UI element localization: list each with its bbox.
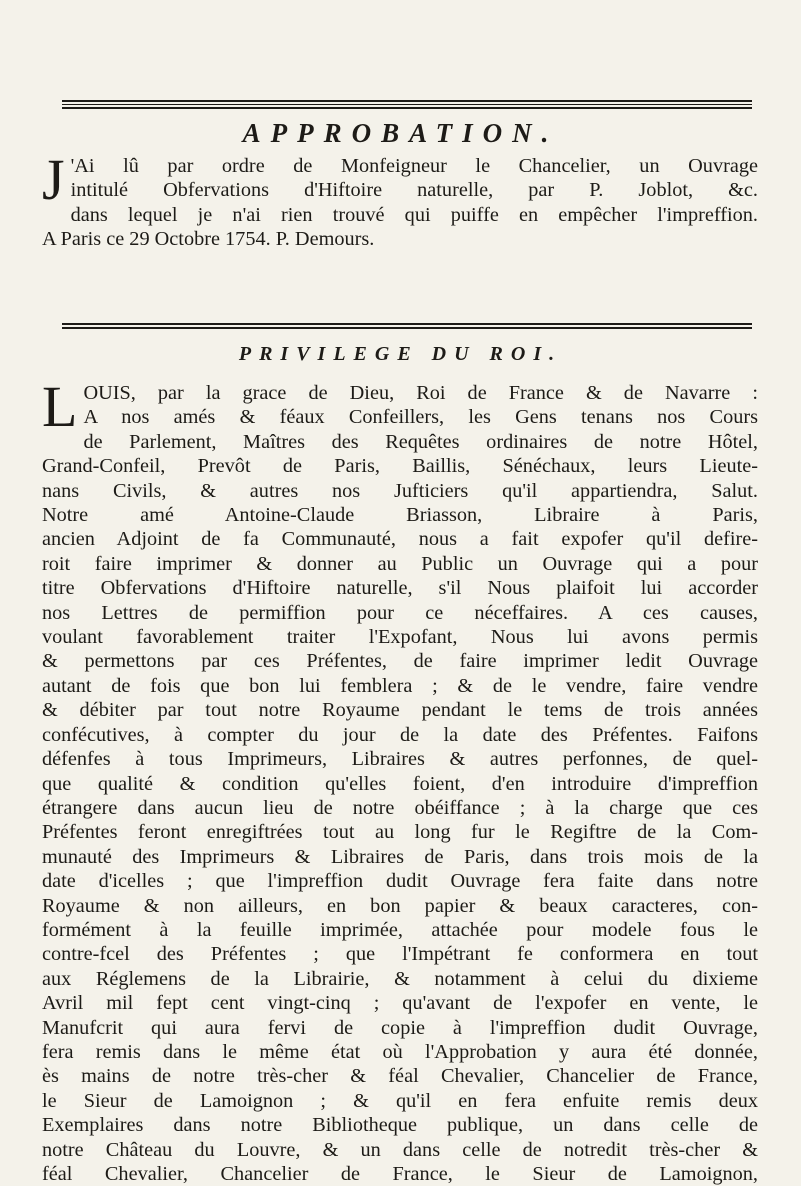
privilege-line: notre Château du Louvre, & un dans celle de notredit très-cher & (42, 1138, 758, 1161)
approbation-paragraph (42, 147, 758, 252)
privilege-paragraph (42, 374, 758, 1186)
privilege-line: & débiter par tout notre Royaume pendant le tems de trois années (42, 699, 758, 722)
privilege-line: munauté des Imprimeurs & Libraires de Paris, dans trois mois de la (42, 845, 758, 868)
middle-ornamental-rule (62, 323, 752, 331)
approbation-line: A Paris ce 29 Octobre 1754. P. Demours. (42, 228, 375, 251)
privilege-line: conféсutives, à compter du jour de la date des Préfentes. Faifons (42, 723, 758, 746)
privilege-line: aux Réglemens de la Librairie, & notamment à celui du dixieme (42, 967, 758, 990)
privilege-line: que qualité & condition qu'elles foient, d'en introduire d'impreffion (42, 772, 758, 795)
privilege-line: contre-fcel des Préfentes ; que l'Impétrant fe conformera en tout (42, 943, 758, 966)
privilege-dropcap: L (42, 374, 78, 439)
privilege-line: le Sieur de Lamoignon ; & qu'il en fera enfuite remis deux (42, 1089, 758, 1112)
privilege-line: A nos amés & féaux Confeillers, les Gens tenans nos Cours (83, 406, 758, 429)
privilege-line: Manufcrit qui aura fervi de copie à l'impreffion dudit Ouvrage, (42, 1016, 758, 1039)
approbation-heading: APPROBATION. (242, 118, 559, 148)
privilege-line: ès mains de notre très-cher & féal Chevalier, Chancelier de France, (42, 1065, 758, 1088)
privilege-line: de Parlement, Maîtres des Requêtes ordinaires de notre Hôtel, (83, 430, 758, 453)
privilege-line: nos Lettres de permiffion pour ce néceffaires. A ces causes, (42, 601, 758, 624)
privilege-line: date d'icelles ; que l'impreffion dudit Ouvrage fera faite dans notre (42, 870, 758, 893)
top-ornamental-rule (62, 100, 752, 110)
privilege-line: roit faire imprimer & donner au Public un Ouvrage qui a pour (42, 552, 758, 575)
privilege-line: Notre amé Antoine-Claude Briasson, Libraire à Paris, (42, 504, 758, 527)
approbation-line: intitulé Obfervations d'Hiftoire naturelle, par P. Joblot, &c. (70, 179, 758, 202)
privilege-line: Préfentes feront enregiftrées tout au long fur le Regiftre de la Com- (42, 821, 758, 844)
privilege-line: fera remis dans le même état où l'Approbation y aura été donnée, (42, 1040, 758, 1063)
privilege-line: Exemplaires dans notre Bibliotheque publique, un dans celle de (42, 1114, 758, 1137)
privilege-line: nans Civils, & autres nos Jufticiers qu'il appartiendra, Salut. (42, 479, 758, 502)
privilege-line: voulant favorablement traiter l'Expofant, Nous lui avons permis (42, 626, 758, 649)
privilege-line: Grand-Confeil, Prevôt de Paris, Baillis, Sénéchaux, leurs Lieute- (42, 455, 758, 478)
privilege-line: & permettons par ces Préfentes, de faire imprimer ledit Ouvrage (42, 650, 758, 673)
privilege-line: Avril mil fept cent vingt-cinq ; qu'avant de l'expofer en vente, le (42, 992, 758, 1015)
privilege-line: étrangere dans aucun lieu de notre obéiffance ; à la charge que ces (42, 796, 758, 819)
privilege-line: titre Obfervations d'Hiftoire naturelle, s'il Nous plaifoit lui accorder (42, 577, 758, 600)
privilege-line: ancien Adjoint de fa Communauté, nous a fait expofer qu'il defire- (42, 528, 758, 551)
privilege-heading: PRIVILEGE DU ROI. (238, 343, 563, 365)
privilege-line: défenfes à tous Imprimeurs, Libraires & autres perfonnes, de quel- (42, 748, 758, 771)
approbation-line: 'Ai lû par ordre de Monfeigneur le Chancelier, un Ouvrage (70, 155, 758, 177)
approbation-dropcap: J (42, 147, 65, 212)
privilege-line: féal Chevalier, Chancelier de France, le Sieur de Lamoignon, (42, 1163, 758, 1185)
privilege-line: formément à la feuille imprimée, attachée pour modele fous le (42, 918, 758, 941)
privilege-line: OUIS, par la grace de Dieu, Roi de France & de Navarre : (83, 382, 758, 404)
approbation-line: dans lequel je n'ai rien trouvé qui puiffe en empêcher l'impreffion. (70, 203, 758, 226)
privilege-line: Royaume & non ailleurs, en bon papier & beaux caracteres, con- (42, 894, 758, 917)
privilege-line: autant de fois que bon lui femblera ; & de le vendre, faire vendre (42, 674, 758, 697)
